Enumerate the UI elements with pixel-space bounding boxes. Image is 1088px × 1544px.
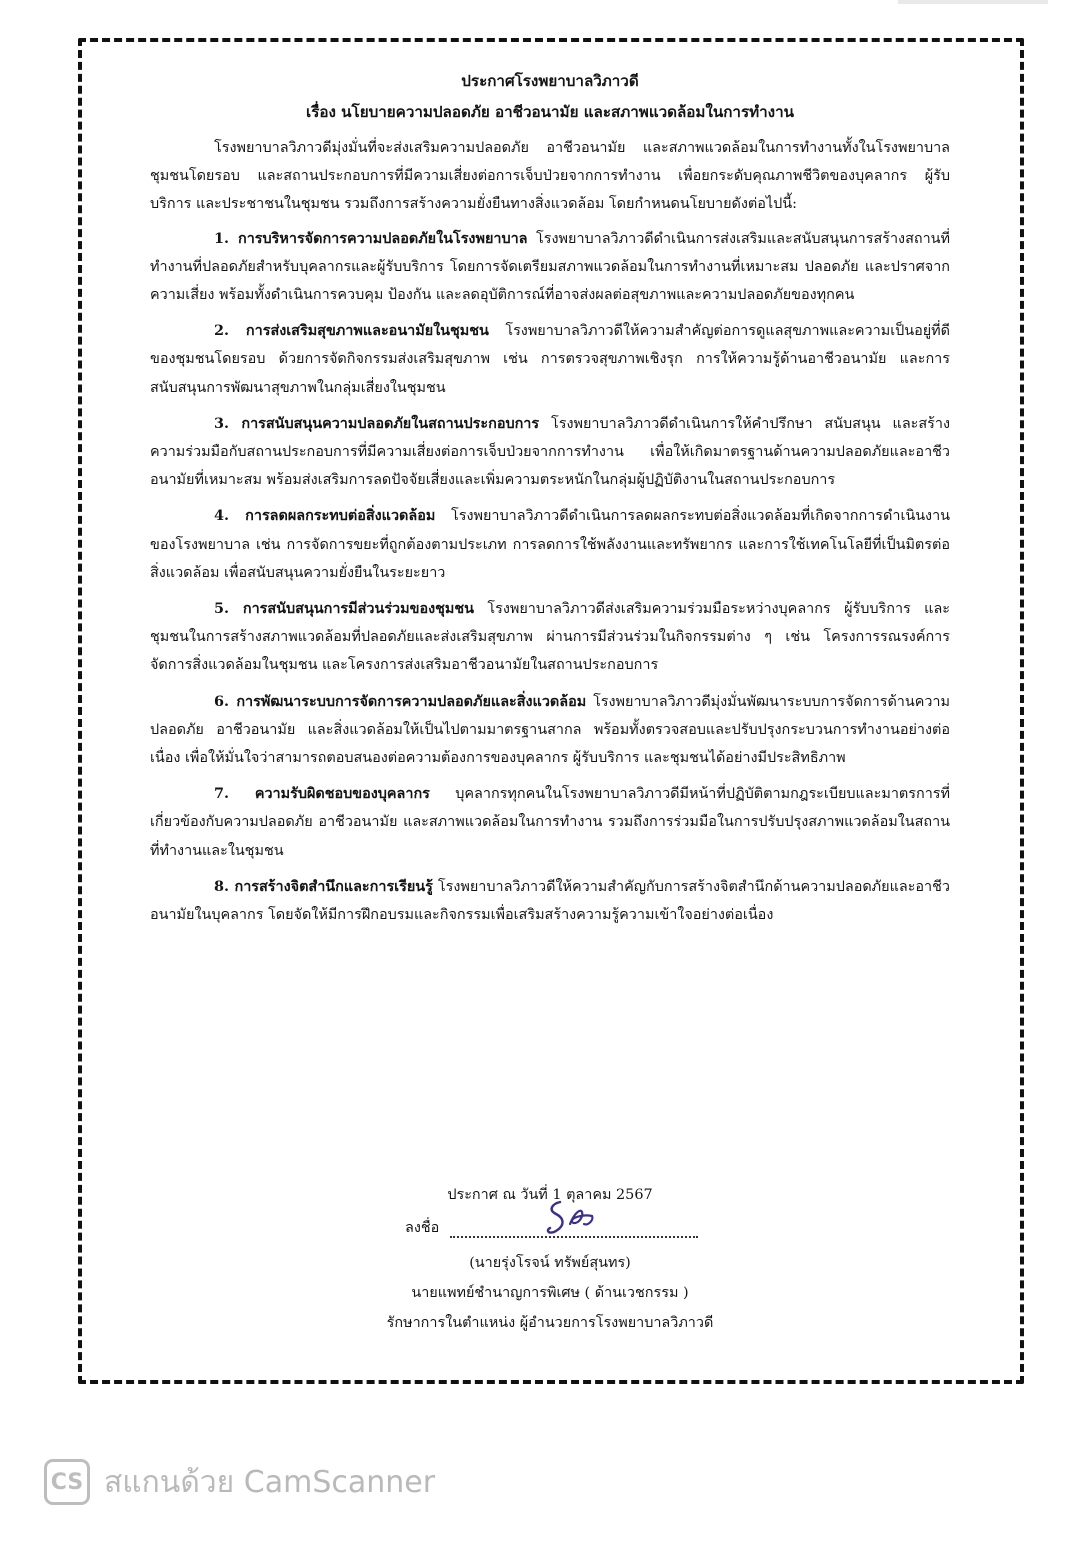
policy-item-text: โรงพยาบาลวิภาวดีดำเนินการให้คำปรึกษา สนับสนุน และสร้างความร่วมมือกับสถานประกอบการที่มีความเสี่ยงต่อการเจ็บป่วยจากการทำงาน เพื่อให้เกิดมาตรฐานด้านความปลอดภัยและอาชีวอนามัยที่เหมาะสม พร้อมส่งเสริมการลดปัจจัยเสี่ยงและเพิ่มความตระหนักในกลุ่มผู้ปฏิบัติงานในสถานประกอบการ xyxy=(150,415,950,489)
policy-item-heading: 4. การลดผลกระทบต่อสิ่งแวดล้อม xyxy=(214,507,436,525)
policy-item-heading: 3. การสนับสนุนความปลอดภัยในสถานประกอบการ xyxy=(214,414,540,432)
policy-item-3 xyxy=(150,410,950,495)
policy-item-text: โรงพยาบาลวิภาวดีให้ความสำคัญต่อการดูแลสุขภาพและความเป็นอยู่ที่ดีของชุมชนโดยรอบ ด้วยการจัดกิจกรรมส่งเสริมสุขภาพ เช่น การตรวจสุขภาพเชิงรุก การให้ความรู้ด้านอาชีวอนามัย และการสนับสนุนการพัฒนาสุขภาพในกลุ่มเสี่ยงในชุมชน xyxy=(150,323,950,396)
signature-row xyxy=(150,1210,950,1248)
watermark-text: สแกนด้วย CamScanner xyxy=(104,1464,436,1500)
policy-item-heading: 2. การส่งเสริมสุขภาพและอนามัยในชุมชน xyxy=(214,322,489,340)
policy-item-2 xyxy=(150,317,950,402)
announcement-date: ประกาศ ณ วันที่ 1 ตุลาคม 2567 xyxy=(447,1187,653,1203)
policy-item-text: โรงพยาบาลวิภาวดีให้ความสำคัญกับการสร้างจิตสำนึกด้านความปลอดภัยและอาชีวอนามัยในบุคลากร โดยจัดให้มีการฝึกอบรมและกิจกรรมเพื่อเสริมสร้างความรู้ความเข้าใจอย่างต่อเนื่อง xyxy=(150,878,950,924)
policy-item-4 xyxy=(150,502,950,587)
sign-label: ลงชื่อ xyxy=(405,1220,440,1236)
announcement-title: ประกาศโรงพยาบาลวิภาวดี xyxy=(461,72,639,90)
policy-item-text: โรงพยาบาลวิภาวดีส่งเสริมความร่วมมือระหว่างบุคลากร ผู้รับบริการ และชุมชนในการสร้างสภาพแวดล้อมที่ปลอดภัยและส่งเสริมสุขภาพ ผ่านการมีส่วนร่วมในกิจกรรมต่าง ๆ เช่น โครงการรณรงค์การจัดการสิ่งแวดล้อมในชุมชน และโครงการส่งเสริมอาชีวอนามัยในสถานประกอบการ xyxy=(150,601,950,674)
policy-item-heading: 6. การพัฒนาระบบการจัดการความปลอดภัยและสิ่งแวดล้อม xyxy=(214,692,587,710)
signer-position: นายแพทย์ชำนาญการพิเศษ ( ด้านเวชกรรม ) xyxy=(411,1285,689,1301)
policy-item-heading: 7. ความรับผิดชอบของบุคลากร xyxy=(214,785,430,803)
announcement-subject: เรื่อง นโยบายความปลอดภัย อาชีวอนามัย และสภาพแวดล้อมในการทำงาน xyxy=(306,103,794,121)
policy-item-text: โรงพยาบาลวิภาวดีดำเนินการส่งเสริมและสนับสนุนการสร้างสถานที่ทำงานที่ปลอดภัยสำหรับบุคลากรและผู้รับบริการ โดยการจัดเตรียมสภาพแวดล้อมในการทำงานที่เหมาะสม ปลอดภัย และปราศจากความเสี่ยง พร้อมทั้งดำเนินการควบคุม ป้องกัน และลดอุบัติการณ์ที่อาจส่งผลต่อสุขภาพและความปลอดภัยของทุกคน xyxy=(150,230,950,304)
signer-acting-role: รักษาการในตำแหน่ง ผู้อำนวยการโรงพยาบาลวิภาวดี xyxy=(386,1315,714,1331)
scan-edge-mark xyxy=(898,0,1048,4)
policy-item-text: โรงพยาบาลวิภาวดีมุ่งมั่นพัฒนาระบบการจัดการด้านความปลอดภัย อาชีวอนามัย และสิ่งแวดล้อมให้เป็นไปตามมาตรฐานสากล พร้อมทั้งตรวจสอบและปรับปรุงกระบวนการทำงานอย่างต่อเนื่อง เพื่อให้มั่นใจว่าสามารถตอบสนองต่อความต้องการของบุคลากร ผู้รับบริการ และชุมชนได้อย่างมีประสิทธิภาพ xyxy=(150,693,950,767)
policy-item-heading: 5. การสนับสนุนการมีส่วนร่วมของชุมชน xyxy=(214,600,474,618)
policy-item-5 xyxy=(150,595,950,680)
handwritten-signature xyxy=(536,1196,606,1240)
announcement-body xyxy=(150,66,950,937)
policy-item-text: โรงพยาบาลวิภาวดีดำเนินการลดผลกระทบต่อสิ่งแวดล้อมที่เกิดจากการดำเนินงานของโรงพยาบาล เช่น การจัดการขยะที่ถูกต้องตามประเภท การลดการใช้พลังงานและทรัพยากร และการใช้เทคโนโลยีที่เป็นมิตรต่อสิ่งแวดล้อม เพื่อสนับสนุนความยั่งยืนในระยะยาว xyxy=(150,508,950,581)
policy-item-heading: 8. การสร้างจิตสำนึกและการเรียนรู้ xyxy=(214,877,433,895)
policy-item-7 xyxy=(150,780,950,865)
policy-item-1 xyxy=(150,225,950,310)
signer-name: (นายรุ่งโรจน์ ทรัพย์สุนทร) xyxy=(469,1255,631,1271)
policy-item-heading: 1. การบริหารจัดการความปลอดภัยในโรงพยาบาล xyxy=(214,229,528,247)
camscanner-logo-icon: CS xyxy=(44,1459,90,1505)
intro-paragraph: โรงพยาบาลวิภาวดีมุ่งมั่นที่จะส่งเสริมความปลอดภัย อาชีวอนามัย และสภาพแวดล้อมในการทำงานทั้งในโรงพยาบาล ชุมชนโดยรอบ และสถานประกอบการที่มีความเสี่ยงต่อการเจ็บป่วยจากการทำงาน เพื่อยกระดับคุณภาพชีวิตของบุคลากร ผู้รับบริการ และประชาชนในชุมชน รวมถึงการสร้างความยั่งยืนทางสิ่งแวดล้อม โดยกำหนดนโยบายดังต่อไปนี้: xyxy=(150,140,950,213)
camscanner-watermark xyxy=(44,1458,435,1506)
policy-item-6 xyxy=(150,688,950,773)
signature-block xyxy=(150,1180,950,1338)
policy-item-8 xyxy=(150,873,950,929)
policy-item-text: บุคลากรทุกคนในโรงพยาบาลวิภาวดีมีหน้าที่ปฏิบัติตามกฎระเบียบและมาตรการที่เกี่ยวข้องกับความปลอดภัย อาชีวอนามัย และสภาพแวดล้อมในการทำงาน รวมถึงการร่วมมือในการปรับปรุงสภาพแวดล้อมในสถานที่ทำงานและในชุมชน xyxy=(150,786,950,859)
